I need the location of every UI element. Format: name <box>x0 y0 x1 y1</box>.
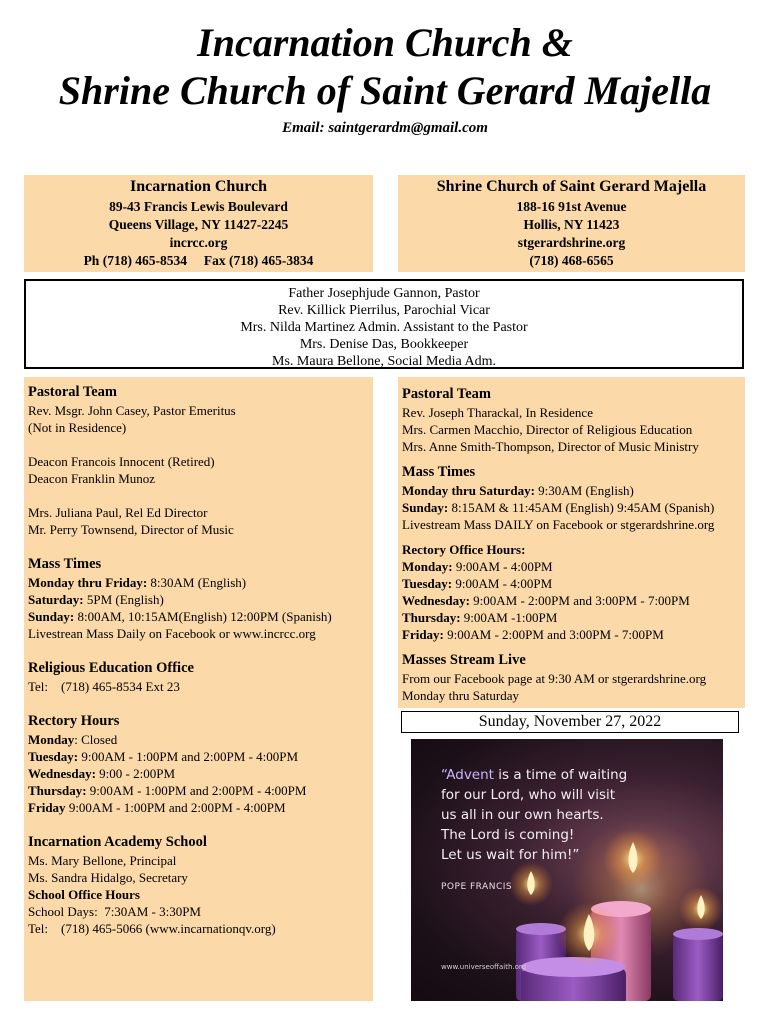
staff-member: Mrs. Juliana Paul, Rel Ed Director <box>28 505 208 520</box>
incarnation-contact-box <box>24 175 373 272</box>
shrine-website[interactable]: stgerardshrine.org <box>517 235 626 250</box>
religious-education-tel: Tel: (718) 465-8534 Ext 23 <box>28 679 180 694</box>
pastoral-line: Mrs. Carmen Macchio, Director of Religious Education <box>402 422 693 437</box>
pastoral-line: Rev. Msgr. John Casey, Pastor Emeritus <box>28 403 236 418</box>
deacon-line: Deacon Francois Innocent (Retired) <box>28 454 215 469</box>
rectory-hours-row: Monday: 9:00AM - 4:00PM <box>402 559 553 574</box>
quote-attribution: POPE FRANCIS <box>441 882 513 892</box>
staff-line: Mrs. Nilda Martinez Admin. Assistant to the Pastor <box>240 320 528 335</box>
shrine-name: Shrine Church of Saint Gerard Majella <box>436 178 707 195</box>
mass-time-row: Monday thru Saturday: 9:30AM (English) <box>402 483 634 498</box>
mass-times-heading: Mass Times <box>402 464 476 480</box>
shrine-address2: Hollis, NY 11423 <box>523 217 620 232</box>
bulletin-date: Sunday, November 27, 2022 <box>401 711 739 733</box>
stream-live-heading: Masses Stream Live <box>402 652 526 668</box>
rectory-hours-row: Friday: 9:00AM - 2:00PM and 3:00PM - 7:00PM <box>402 627 664 642</box>
pastoral-team-heading: Pastoral Team <box>28 384 118 400</box>
shrine-phone: (718) 468-6565 <box>529 253 614 268</box>
school-days: School Days: 7:30AM - 3:30PM <box>28 904 201 919</box>
incarnation-address2: Queens Village, NY 11427-2245 <box>108 217 289 232</box>
mass-times-heading: Mass Times <box>28 556 102 572</box>
stream-line: From our Facebook page at 9:30 AM or stgerardshrine.org <box>402 671 707 686</box>
pastoral-team-heading: Pastoral Team <box>402 386 492 402</box>
pastoral-line: (Not in Residence) <box>28 420 127 435</box>
religious-education-heading: Religious Education Office <box>28 660 194 676</box>
school-staff: Ms. Mary Bellone, Principal <box>28 853 177 868</box>
rectory-hours-row: Wednesday: 9:00 - 2:00PM <box>28 766 175 781</box>
contact-email[interactable]: Email: saintgerardm@gmail.com <box>282 120 488 136</box>
staff-line: Rev. Killick Pierrilus, Parochial Vicar <box>278 303 490 318</box>
staff-line: Father Josephjude Gannon, Pastor <box>288 286 480 301</box>
shrine-contact-box <box>398 175 745 272</box>
staff-line: Mrs. Denise Das, Bookkeeper <box>299 337 469 352</box>
incarnation-website[interactable]: incrcc.org <box>169 235 228 250</box>
bulletin-title-line1: Incarnation Church & <box>197 20 573 65</box>
pastoral-line: Rev. Joseph Tharackal, In Residence <box>402 405 593 420</box>
rectory-hours-row: Tuesday: 9:00AM - 4:00PM <box>402 576 553 591</box>
school-office-heading: School Office Hours <box>28 887 140 902</box>
stream-line: Monday thru Saturday <box>402 688 519 703</box>
rectory-hours-row: Thursday: 9:00AM - 1:00PM and 2:00PM - 4:00PM <box>28 783 307 798</box>
advent-quote: “Advent is a time of waiting for our Lord, who will visit us all in our own hearts. The Lord is coming! Let us wait for him!” <box>441 767 628 863</box>
advent-candles-image <box>411 739 723 1001</box>
shrine-address1: 188-16 91st Avenue <box>516 199 627 214</box>
bulletin-title-line2: Shrine Church of Saint Gerard Majella <box>58 68 712 113</box>
incarnation-name: Incarnation Church <box>129 178 268 195</box>
school-heading: Incarnation Academy School <box>28 834 207 850</box>
rectory-hours-heading: Rectory Hours <box>28 713 120 729</box>
rectory-office-heading: Rectory Office Hours: <box>402 542 526 557</box>
livestream-note: Livestream Mass DAILY on Facebook or stgerardshrine.org <box>402 517 715 532</box>
mass-time-row: Sunday: 8:15AM & 11:45AM (English) 9:45AM (Spanish) <box>402 500 715 515</box>
shared-staff-box <box>24 279 744 369</box>
school-tel: Tel: (718) 465-5066 (www.incarnationqv.org) <box>28 921 276 936</box>
staff-member: Mr. Perry Townsend, Director of Music <box>28 522 234 537</box>
rectory-hours-row: Wednesday: 9:00AM - 2:00PM and 3:00PM - 7:00PM <box>402 593 690 608</box>
mass-time-row: Saturday: 5PM (English) <box>28 592 164 607</box>
rectory-hours-row: Monday: Closed <box>28 732 118 747</box>
shrine-info-panel <box>398 377 745 708</box>
deacon-line: Deacon Franklin Munoz <box>28 471 156 486</box>
rectory-hours-row: Thursday: 9:00AM -1:00PM <box>402 610 558 625</box>
rectory-hours-row: Friday 9:00AM - 1:00PM and 2:00PM - 4:00PM <box>28 800 286 815</box>
mass-time-row: Monday thru Friday: 8:30AM (English) <box>28 575 247 590</box>
incarnation-phone-fax: Ph (718) 465-8534 Fax (718) 465-3834 <box>83 253 314 268</box>
mass-time-row: Sunday: 8:00AM, 10:15AM(English) 12:00PM (Spanish) <box>28 609 332 624</box>
staff-line: Ms. Maura Bellone, Social Media Adm. <box>272 354 496 369</box>
rectory-hours-row: Tuesday: 9:00AM - 1:00PM and 2:00PM - 4:00PM <box>28 749 299 764</box>
livestream-note: Livestrean Mass Daily on Facebook or www.incrcc.org <box>28 626 316 641</box>
image-source: www.universeoffaith.org <box>441 963 527 971</box>
incarnation-info-panel <box>24 377 373 1001</box>
school-staff: Ms. Sandra Hidalgo, Secretary <box>28 870 188 885</box>
pastoral-line: Mrs. Anne Smith-Thompson, Director of Music Ministry <box>402 439 699 454</box>
incarnation-address1: 89-43 Francis Lewis Boulevard <box>109 199 288 214</box>
